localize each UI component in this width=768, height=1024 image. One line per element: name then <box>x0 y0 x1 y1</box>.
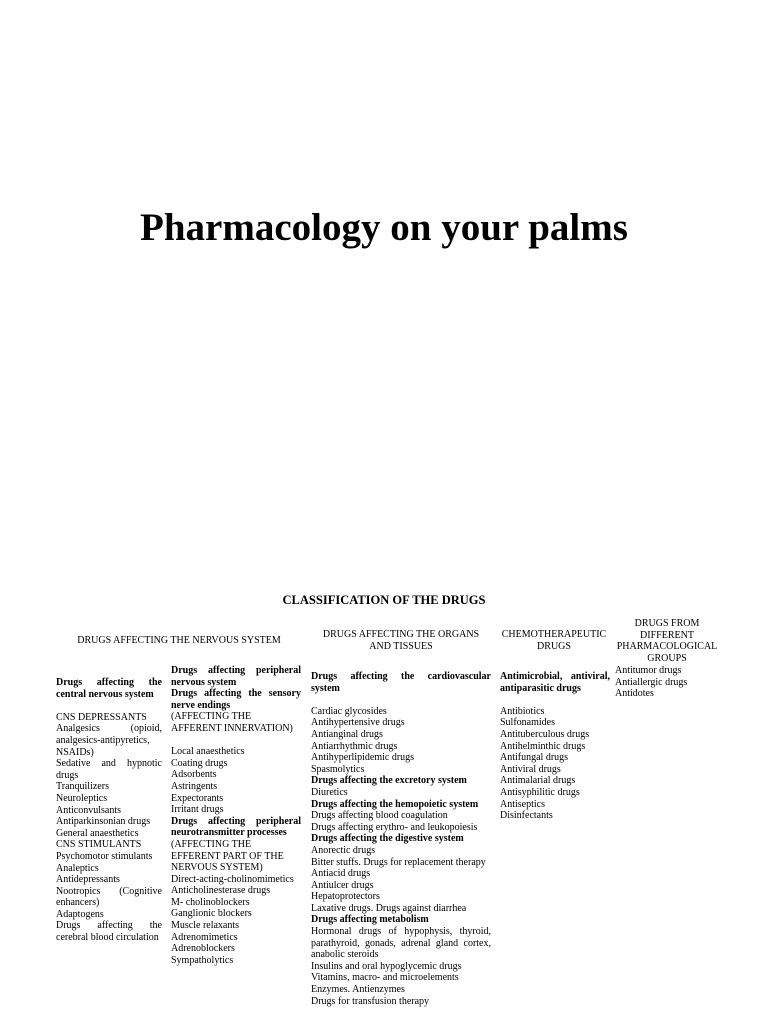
metabolism-list-item: Insulins and oral hypoglycemic drugs <box>311 960 462 972</box>
cns-list-item: CNS STIMULANTS <box>56 839 142 851</box>
cardio-list-item: Antihypertensive drugs <box>311 717 405 729</box>
cns-list-item: CNS DEPRESSANTS <box>56 711 147 723</box>
digestive-heading: Drugs affecting the digestive system <box>311 833 464 845</box>
cns-list-item: Adaptogens <box>56 908 104 920</box>
afferent-note-line1: (AFFECTING THE <box>171 711 252 723</box>
sensory-items <box>171 746 301 816</box>
header-other-line1: DRUGS FROM <box>634 618 700 629</box>
cns-list-item: analgesics-antipyretics, <box>56 734 150 746</box>
cns-list-item: Analgesics (opioid, <box>56 723 162 735</box>
sensory-list-item: Coating drugs <box>171 757 228 769</box>
classification-heading: CLASSIFICATION OF THE DRUGS <box>282 593 486 607</box>
chemo-list-item: Antituberculous drugs <box>500 728 590 740</box>
metabolism-list-item: Hormonal drugs of hypophysis, thyroid, <box>311 926 491 938</box>
digestive-list-item: Antiacid drugs <box>311 868 371 880</box>
header-organs-line1: DRUGS AFFECTING THE ORGANS <box>322 629 480 640</box>
excretory-list-item: Diuretics <box>311 786 348 798</box>
sensory-heading-line2: nerve endings <box>171 699 231 711</box>
efferent-list-item: Anticholinesterase drugs <box>171 885 271 897</box>
chemo-list-item: Antiseptics <box>500 798 545 810</box>
cardio-heading-line1: Drugs affecting the cardiovascular <box>311 671 491 682</box>
digestive-list-item: Anorectic drugs <box>311 844 376 856</box>
cns-list-item: Drugs affecting the <box>56 920 162 932</box>
sensory-list-item: Expectorants <box>171 792 224 804</box>
cns-list-item: Sedative and hypnotic <box>56 758 162 770</box>
efferent-list-item: Direct-acting-cholinomimetics <box>171 873 294 885</box>
cardio-list-item: Antiarrhythmic drugs <box>311 740 398 752</box>
header-chemotherapeutic <box>496 629 612 652</box>
pns-heading-line2: nervous system <box>171 676 237 688</box>
excretory-items <box>311 787 491 799</box>
pns-heading-line1: Drugs affecting peripheral <box>171 665 301 676</box>
afferent-note-line2: AFFERENT INNERVATION) <box>171 722 293 734</box>
column-cns <box>56 677 162 944</box>
cns-list-item: Analeptics <box>56 862 99 874</box>
hemopoietic-list-item: Drugs affecting erythro- and leukopoiesis <box>311 821 478 833</box>
efferent-note-line1: (AFFECTING THE <box>171 838 252 850</box>
chemo-list-item: Antisyphilitic drugs <box>500 786 580 798</box>
sensory-list-item: Irritant drugs <box>171 804 224 816</box>
cns-list-item: Nootropics (Cognitive <box>56 885 162 897</box>
digestive-items <box>311 845 491 915</box>
header-other-line4: GROUPS <box>647 652 687 664</box>
other-list-item: Antitumor drugs <box>615 665 682 676</box>
chemo-list-item: Antihelminthic drugs <box>500 740 586 752</box>
page-title: Pharmacology on your palms <box>140 206 628 249</box>
sensory-heading-line1: Drugs affecting the sensory <box>171 688 301 700</box>
efferent-list-item: M- cholinoblockers <box>171 896 250 908</box>
cardio-list-item: Antihyperlipidemic drugs <box>311 752 415 764</box>
other-list-item: Antiallergic drugs <box>615 676 688 688</box>
header-chemo-line2: DRUGS <box>537 640 571 652</box>
digestive-list-item: Bitter stuffs. Drugs for replacement therapy <box>311 856 486 868</box>
cns-list-item: Antidepressants <box>56 874 120 886</box>
cns-list-item: Psychomotor stimulants <box>56 850 153 862</box>
metabolism-list-item: Enzymes. Antienzymes <box>311 984 405 996</box>
cns-list-item: drugs <box>56 769 79 781</box>
neurotransmitter-heading-line2: neurotransmitter processes <box>171 827 287 839</box>
cns-list-item: cerebral blood circulation <box>56 932 159 944</box>
metabolism-items <box>311 926 491 1007</box>
cns-list-item: Anticonvulsants <box>56 804 121 816</box>
cardio-list-item: Spasmolytics <box>311 763 365 775</box>
excretory-heading: Drugs affecting the excretory system <box>311 775 467 787</box>
chemo-list-item: Antifungal drugs <box>500 752 569 764</box>
neurotransmitter-heading-line1: Drugs affecting peripheral <box>171 815 301 827</box>
column-other-groups <box>615 665 725 700</box>
chemo-list-item: Disinfectants <box>500 810 553 822</box>
cns-heading-line1: Drugs affecting the <box>56 677 162 688</box>
cns-list-item: enhancers) <box>56 897 100 909</box>
hemopoietic-items <box>311 810 491 833</box>
metabolism-list-item: Vitamins, macro- and microelements <box>311 972 459 984</box>
cardio-list-item: Antianginal drugs <box>311 728 383 740</box>
hemopoietic-list-item: Drugs affecting blood coagulation <box>311 810 448 822</box>
cns-list-item: Tranquilizers <box>56 781 109 793</box>
digestive-list-item: Antiulcer drugs <box>311 879 374 891</box>
header-nervous-text: DRUGS AFFECTING THE NERVOUS SYSTEM <box>77 635 281 646</box>
digestive-list-item: Laxative drugs. Drugs against diarrhea <box>311 902 467 914</box>
chemo-items <box>500 706 610 822</box>
header-other-line2: DIFFERENT <box>640 629 694 641</box>
efferent-items <box>171 874 301 967</box>
column-chemotherapeutic <box>500 671 610 822</box>
sensory-list-item: Local anaesthetics <box>171 746 245 758</box>
cns-list-item: Antiparkinsonian drugs <box>56 816 151 828</box>
header-other-groups <box>614 618 720 664</box>
cardio-items <box>311 706 491 776</box>
header-organs-tissues <box>310 629 492 652</box>
header-organs-line2: AND TISSUES <box>369 640 433 652</box>
metabolism-list-item: anabolic steroids <box>311 949 379 961</box>
digestive-list-item: Hepatoprotectors <box>311 891 380 903</box>
chemo-list-item: Sulfonamides <box>500 717 555 729</box>
antimicrobial-heading-line1: Antimicrobial, antiviral, <box>500 671 610 682</box>
cns-items <box>56 712 162 944</box>
other-list-item: Antidotes <box>615 688 654 700</box>
efferent-note-line2: EFFERENT PART OF THE <box>171 850 284 862</box>
efferent-list-item: Muscle relaxants <box>171 920 240 932</box>
chemo-list-item: Antimalarial drugs <box>500 775 576 787</box>
efferent-list-item: Ganglionic blockers <box>171 908 252 920</box>
cardio-list-item: Cardiac glycosides <box>311 705 387 717</box>
header-chemo-line1: CHEMOTHERAPEUTIC <box>501 629 607 640</box>
header-nervous-system <box>56 635 302 647</box>
hemopoietic-heading: Drugs affecting the hemopoietic system <box>311 798 479 810</box>
cns-heading-line2: central nervous system <box>56 688 154 700</box>
efferent-note-line3: NERVOUS SYSTEM) <box>171 862 263 874</box>
efferent-list-item: Adrenoblockers <box>171 943 235 955</box>
metabolism-list-item: parathyroid, gonads, adrenal gland cortex, <box>311 937 491 949</box>
chemo-list-item: Antiviral drugs <box>500 763 561 775</box>
sensory-list-item: Adsorbents <box>171 769 217 781</box>
metabolism-heading: Drugs affecting metabolism <box>311 914 429 926</box>
other-items <box>615 665 725 700</box>
metabolism-list-item: Drugs for transfusion therapy <box>311 995 430 1007</box>
header-other-line3: PHARMACOLOGICAL <box>616 641 718 652</box>
cns-list-item: NSAIDs) <box>56 746 94 758</box>
cns-list-item: Neuroleptics <box>56 792 108 804</box>
column-organs <box>311 671 491 1007</box>
antimicrobial-heading-line2: antiparasitic drugs <box>500 682 581 694</box>
chemo-list-item: Antibiotics <box>500 705 545 717</box>
sensory-list-item: Astringents <box>171 780 218 792</box>
column-pns <box>171 665 301 966</box>
cns-list-item: General anaesthetics <box>56 827 139 839</box>
efferent-list-item: Sympatholytics <box>171 954 234 966</box>
cardio-heading-line2: system <box>311 682 340 694</box>
efferent-list-item: Adrenomimetics <box>171 931 238 943</box>
